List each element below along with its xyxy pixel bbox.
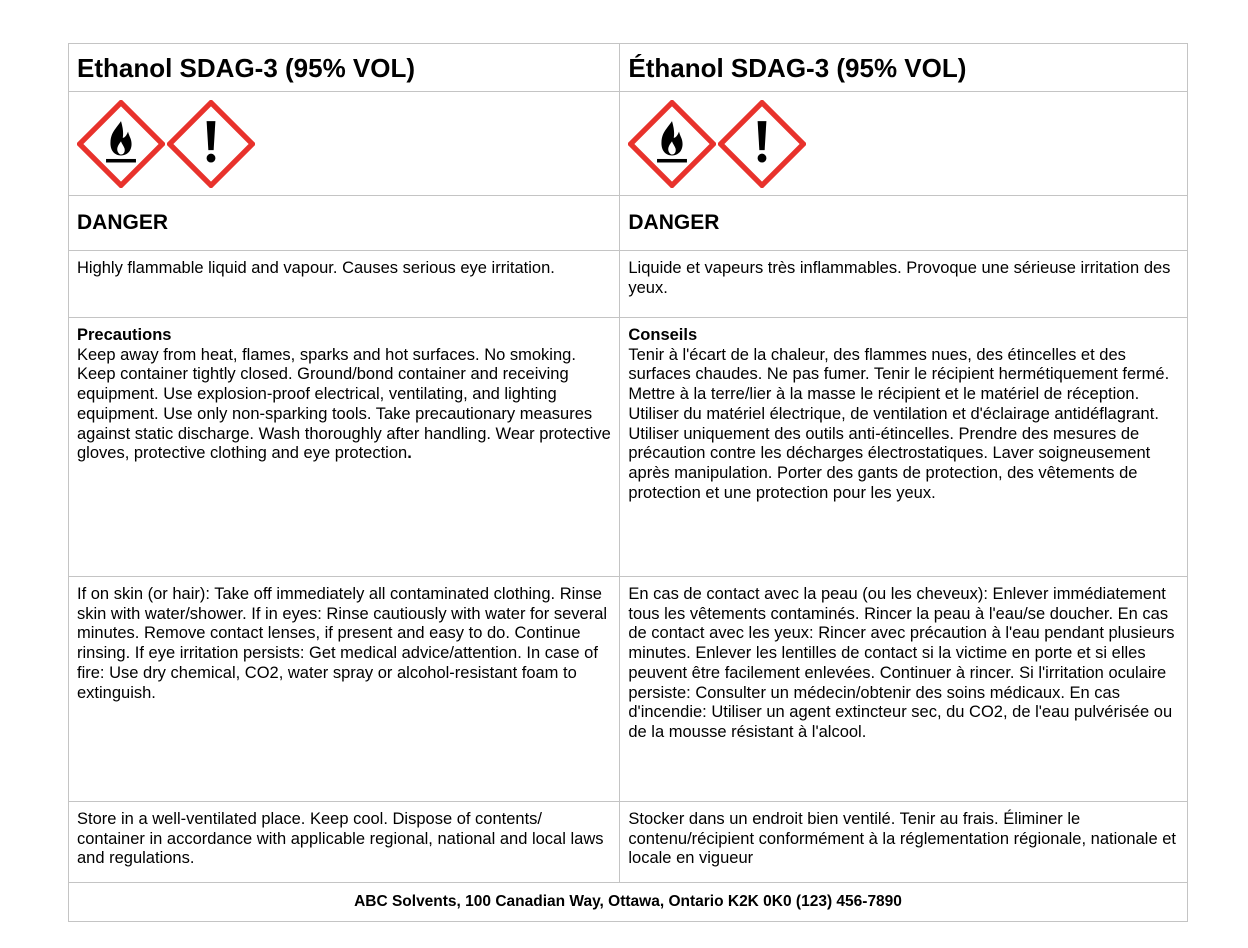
french-signal-word: DANGER <box>628 211 720 234</box>
french-product-title: Éthanol SDAG-3 (95% VOL) <box>628 52 967 83</box>
supplier-address: ABC Solvents, 100 Canadian Way, Ottawa, Ontario K2K 0K0 (123) 456-7890 <box>69 883 1188 922</box>
english-precautions-heading: Precautions <box>77 326 172 344</box>
english-hazard-statements: Highly flammable liquid and vapour. Causes serious eye irritation. <box>69 251 620 318</box>
precautions-row <box>69 318 1188 577</box>
english-precautions-period: . <box>407 444 412 463</box>
english-storage-text: Store in a well-ventilated place. Keep cool. Dispose of contents/ container in accordance with applicable regional, national and local laws and regulations. <box>69 802 620 883</box>
response-row <box>69 577 1188 802</box>
french-storage-text: Stocker dans un endroit bien ventilé. Tenir au frais. Éliminer le contenu/récipient conformément à la réglementation régionale, nationale et locale en vigueur <box>620 802 1188 883</box>
french-signal-cell <box>620 196 1188 251</box>
english-response-text: If on skin (or hair): Take off immediately all contaminated clothing. Rinse skin with water/shower. If in eyes: Rinse cautiously with water for several minutes. Remove contact lenses, if present and easy to do. Continue rinsing. If eye irritation persists: Get medical advice/attention. In case of fire: Use dry chemical, CO2, water spray or alcohol-resistant foam to extinguish. <box>69 577 620 802</box>
flame-icon <box>77 100 165 188</box>
french-pictogram-cell <box>620 92 1188 196</box>
hazard-label-table <box>68 43 1188 922</box>
french-precautions-cell <box>620 318 1188 577</box>
supplier-footer-row <box>69 883 1188 922</box>
hazard-statements-row <box>69 251 1188 318</box>
english-title-cell <box>69 44 620 92</box>
english-signal-cell <box>69 196 620 251</box>
french-hazard-statements: Liquide et vapeurs très inflammables. Provoque une sérieuse irritation des yeux. <box>620 251 1188 318</box>
english-precautions-text: Keep away from heat, flames, sparks and hot surfaces. No smoking. Keep container tightly closed. Ground/bond container and receiving equipment. Use explosion-proof electrical, ventilating, and lighting equipment. Use only non-sparking tools. Take precautionary measures against static discharge. Wash thoroughly after handling. Wear protective gloves, protective clothing and eye protection <box>77 345 611 463</box>
pictogram-row <box>69 92 1188 196</box>
english-product-title: Ethanol SDAG-3 (95% VOL) <box>77 52 416 83</box>
english-signal-word: DANGER <box>77 211 169 234</box>
english-pictogram-cell <box>69 92 620 196</box>
storage-disposal-row <box>69 802 1188 883</box>
exclamation-mark-icon <box>167 100 255 188</box>
exclamation-mark-icon <box>718 100 806 188</box>
title-row <box>69 44 1188 92</box>
french-title-cell <box>620 44 1188 92</box>
french-response-text: En cas de contact avec la peau (ou les cheveux): Enlever immédiatement tous les vêtements contaminés. Rincer la peau à l'eau/se doucher. En cas de contact avec les yeux: Rincer avec précaution à l'eau pendant plusieurs minutes. Enlever les lentilles de contact si la victime en porte et si elles peuvent être facilement enlevées. Continuer à rincer. Si l'irritation oculaire persiste: Consulter un médecin/obtenir des soins médicaux. En cas d'incendie: Utiliser un agent extincteur sec, du CO2, de l'eau pulvérisée ou de la mousse résistant à l'alcool. <box>620 577 1188 802</box>
flame-icon <box>628 100 716 188</box>
signal-word-row <box>69 196 1188 251</box>
english-precautions-cell <box>69 318 620 577</box>
french-precautions-text: Tenir à l'écart de la chaleur, des flammes nues, des étincelles et des surfaces chaudes. Ne pas fumer. Tenir le récipient hermétiquement fermé. Mettre à la terre/lier à la masse le récipient et le matériel de réception. Utiliser du matériel électrique, de ventilation et d'éclairage antidéflagrant. Utiliser uniquement des outils anti-étincelles. Prendre des mesures de précaution contre les décharges électrostatiques. Laver soigneusement après manipulation. Porter des gants de protection, des vêtements de protection et une protection pour les yeux. <box>628 345 1170 502</box>
french-precautions-heading: Conseils <box>628 326 698 344</box>
